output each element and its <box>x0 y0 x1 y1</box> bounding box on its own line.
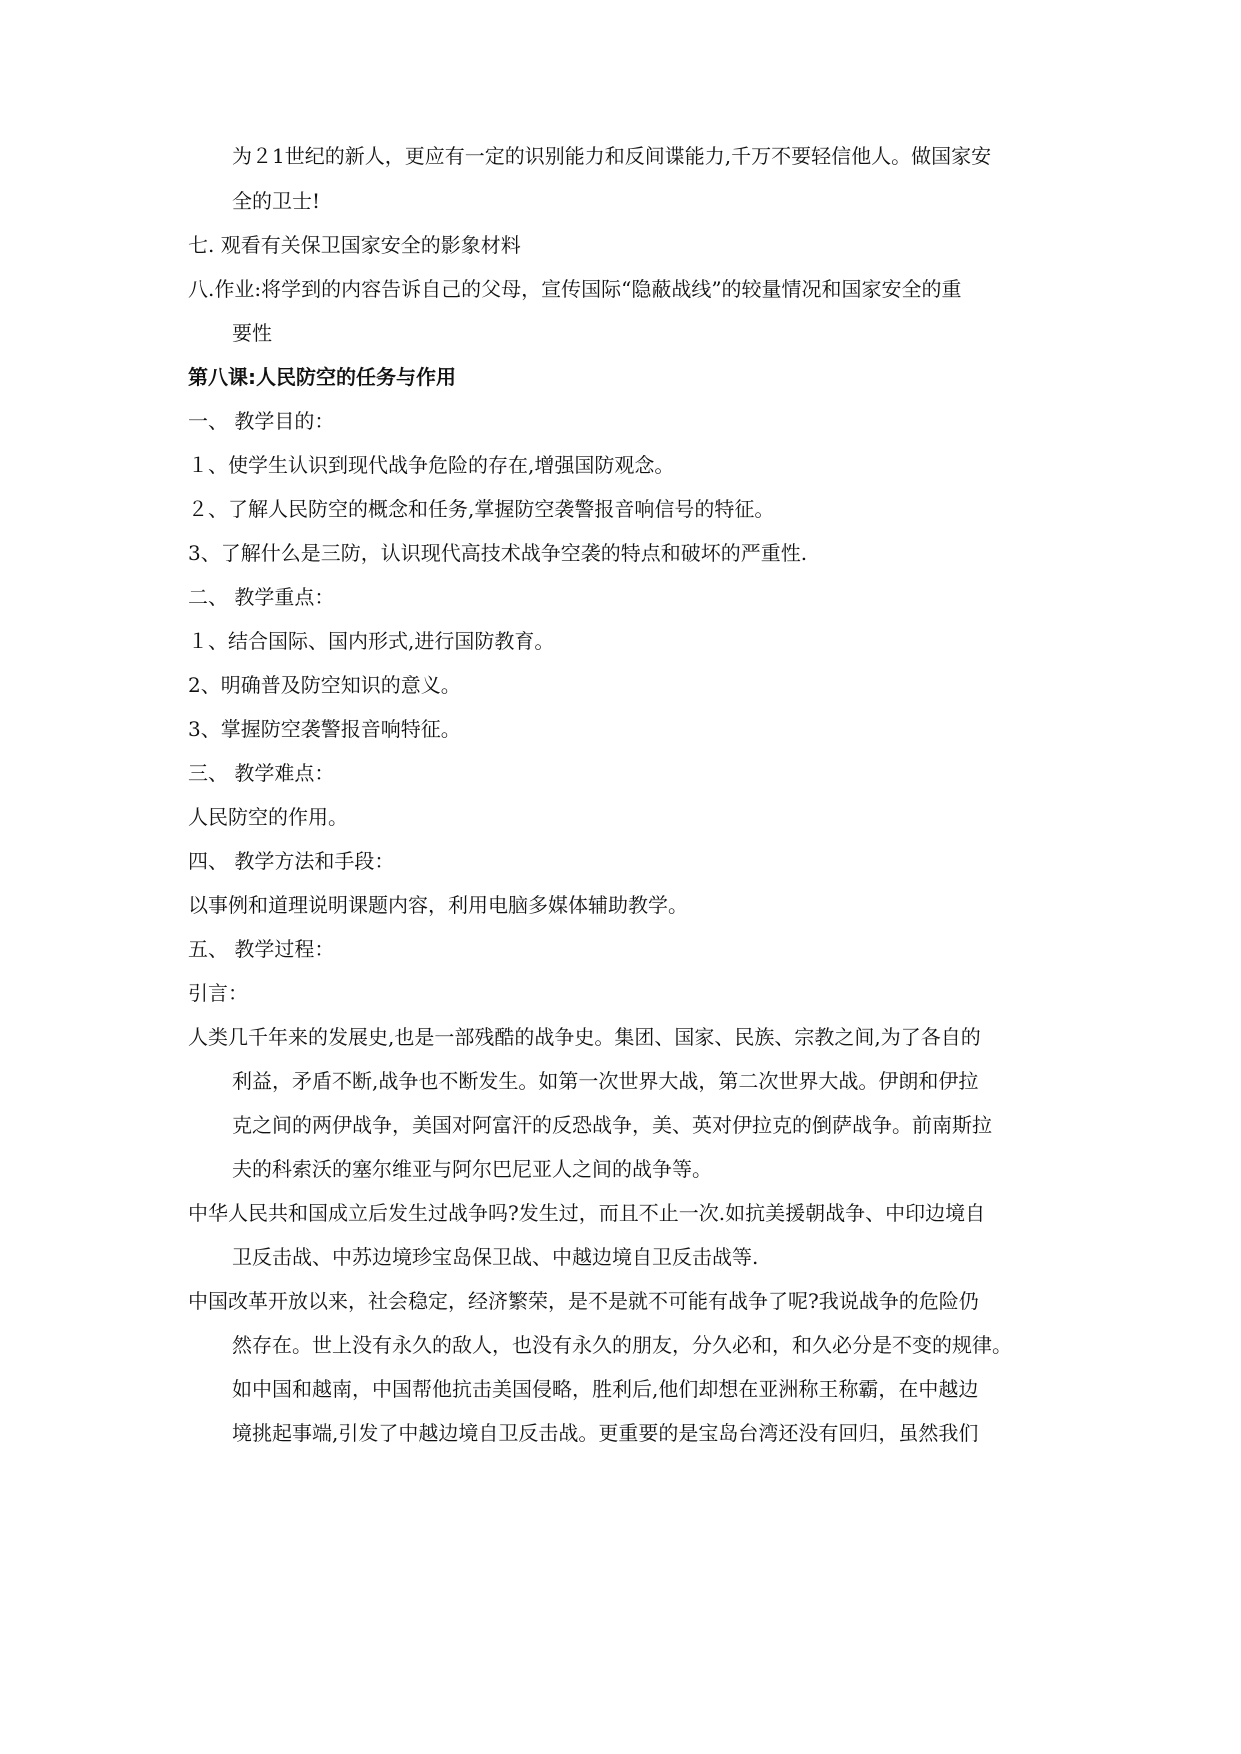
paragraph-line: 然存在。世上没有永久的敌人，也没有永久的朋友，分久必和，和久必分是不变的规律。 <box>232 1333 1012 1357</box>
paragraph-line: 夫的科索沃的塞尔维亚与阿尔巴尼亚人之间的战争等。 <box>232 1157 712 1181</box>
paragraph-line: 中华人民共和国成立后发生过战争吗?发生过，而且不止一次.如抗美援朝战争、中印边境自 <box>188 1201 986 1225</box>
paragraph-line: 利益，矛盾不断,战争也不断发生。如第一次世界大战，第二次世界大战。伊朗和伊拉 <box>232 1069 979 1093</box>
section-heading: 三、 教学难点： <box>188 761 335 785</box>
paragraph-line: 人类几千年来的发展史,也是一部残酷的战争史。集团、国家、民族、宗教之间,为了各自的 <box>188 1025 981 1049</box>
section-heading: 五、 教学过程： <box>188 937 335 961</box>
text-line: 以事例和道理说明课题内容，利用电脑多媒体辅助教学。 <box>188 893 688 917</box>
list-item: 3、掌握防空袭警报音响特征。 <box>188 717 461 741</box>
paragraph-line: 境挑起事端,引发了中越边境自卫反击战。更重要的是宝岛台湾还没有回归，虽然我们 <box>232 1421 979 1445</box>
section-heading: 一、 教学目的： <box>188 409 335 433</box>
text-line: 全的卫士! <box>232 189 321 213</box>
section-heading: 二、 教学重点： <box>188 585 335 609</box>
paragraph-line: 如中国和越南，中国帮他抗击美国侵略，胜利后,他们却想在亚洲称王称霸，在中越边 <box>232 1377 979 1401</box>
lesson-title: 第八课:人民防空的任务与作用 <box>188 365 456 389</box>
list-item: 3、了解什么是三防，认识现代高技术战争空袭的特点和破坏的严重性. <box>188 541 808 565</box>
list-item: １、结合国际、国内形式,进行国防教育。 <box>188 629 555 653</box>
text-line: 引言： <box>188 981 248 1005</box>
text-line: 为２1世纪的新人，更应有一定的识别能力和反间谍能力,千万不要轻信他人。做国家安 <box>232 144 992 168</box>
paragraph-line: 克之间的两伊战争，美国对阿富汗的反恐战争，美、英对伊拉克的倒萨战争。前南斯拉 <box>232 1113 992 1137</box>
text-line: 要性 <box>232 321 272 345</box>
paragraph-line: 中国改革开放以来，社会稳定，经济繁荣，是不是就不可能有战争了呢?我说战争的危险仍 <box>188 1289 979 1313</box>
text-line: 人民防空的作用。 <box>188 805 348 829</box>
list-item: ２、了解人民防空的概念和任务,掌握防空袭警报音响信号的特征。 <box>188 497 775 521</box>
paragraph-line: 卫反击战、中苏边境珍宝岛保卫战、中越边境自卫反击战等. <box>232 1245 759 1269</box>
list-item: １、使学生认识到现代战争危险的存在,增强国防观念。 <box>188 453 675 477</box>
section-heading: 七. 观看有关保卫国家安全的影象材料 <box>188 233 521 257</box>
section-heading: 八.作业:将学到的内容告诉自己的父母，宣传国际“隐蔽战线”的较量情况和国家安全的重 <box>188 277 962 301</box>
list-item: 2、明确普及防空知识的意义。 <box>188 673 461 697</box>
section-heading: 四、 教学方法和手段： <box>188 849 395 873</box>
